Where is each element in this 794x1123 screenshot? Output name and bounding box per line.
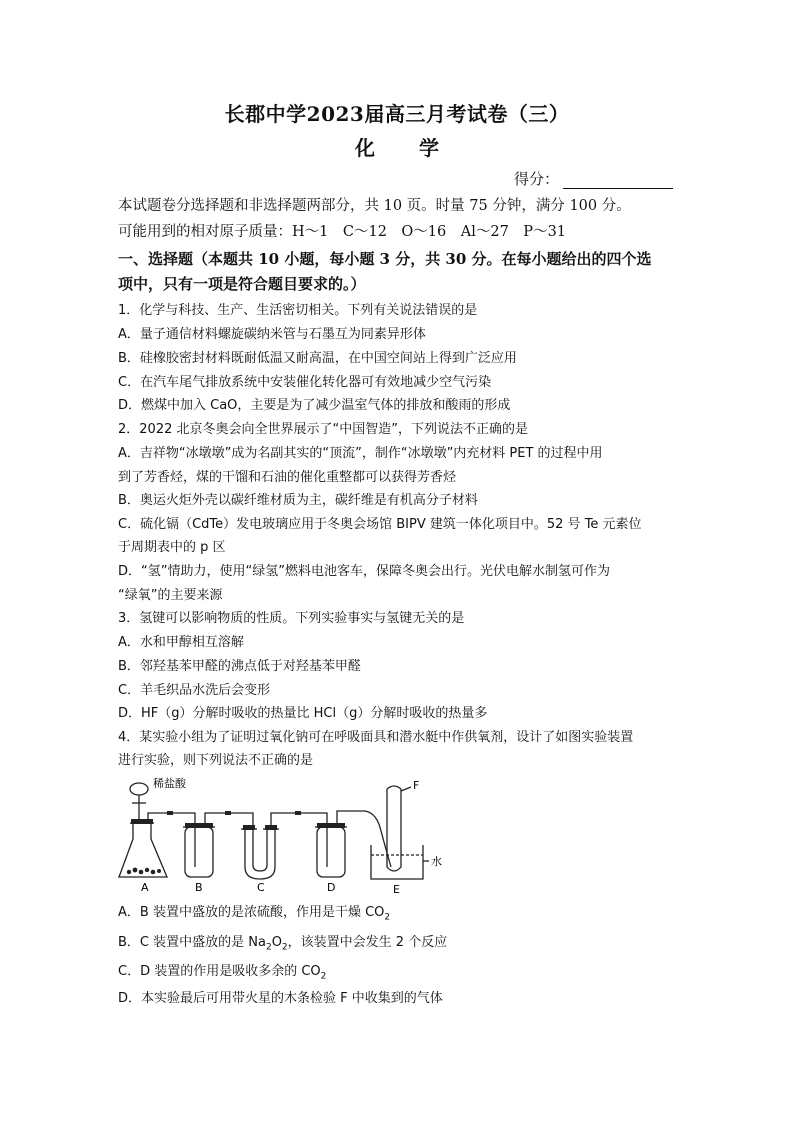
q4-option-a: [118, 904, 390, 927]
q1-option-a: A．量子通信材料螺旋碳纳米管与石墨互为同素异形体: [118, 327, 426, 342]
q3-option-c: C．羊毛织品水洗后会变形: [118, 683, 271, 698]
q1-option-d: D．燃煤中加入 CaO，主要是为了减少温室气体的排放和酸雨的形成: [118, 398, 511, 413]
section-heading-line-1: 一、选择题（本题共 10 小题，每小题 3 分，共 30 分。在每小题给出的四个选: [118, 250, 652, 268]
intro-line-2: 可能用到的相对原子质量：H～1 C～12 O～16 Al～27 P～31: [118, 224, 567, 240]
apparatus-label-c: C: [257, 881, 265, 894]
q4-option-c: [118, 963, 326, 986]
q4-stem-line-2: 进行实验，则下列说法不正确的是: [118, 753, 314, 768]
q4-option-b: [118, 934, 447, 957]
subject-char-1: 化: [355, 136, 375, 160]
score-field: [514, 168, 673, 189]
q4-option-d: D．本实验最后可用带火星的木条检验 F 中收集到的气体: [118, 991, 443, 1006]
q2-option-b: B．奥运火炬外壳以碳纤维材质为主，碳纤维是有机高分子材料: [118, 493, 478, 508]
q3-option-b: B．邻羟基苯甲醛的沸点低于对羟基苯甲醛: [118, 659, 361, 674]
q1-option-b: B．硅橡胶密封材料既耐低温又耐高温，在中国空间站上得到广泛应用: [118, 351, 517, 366]
q4-option-a-sub: 2: [384, 912, 391, 923]
score-label: 得分：: [514, 170, 560, 188]
apparatus-figure: [115, 775, 455, 895]
acid-label: 稀盐酸: [153, 777, 186, 790]
q2-option-a-line-2: 到了芳香烃，煤的干馏和石油的催化重整都可以获得芳香烃: [118, 470, 457, 485]
apparatus-label-d: D: [327, 881, 336, 894]
q4-option-c-text: C．D 装置的作用是吸收多余的 CO: [118, 964, 321, 979]
q2-option-c-line-1: C．硫化镉（CdTe）发电玻璃应用于冬奥会场馆 BIPV 建筑一体化项目中。52 号 Te 元素位: [118, 517, 642, 532]
q3-stem: 3．氢键可以影响物质的性质。下列实验事实与氢键无关的是: [118, 611, 465, 626]
q4-option-b-sub-2: 2: [281, 942, 288, 953]
apparatus-label-e: E: [393, 883, 400, 895]
q4-stem-line-1: 4．某实验小组为了证明过氧化钠可在呼吸面具和潜水艇中作供氧剂，设计了如图实验装置: [118, 730, 634, 745]
q2-option-c-line-2: 于周期表中的 p 区: [118, 540, 226, 555]
exam-title: 长郡中学2023届高三月考试卷（三）: [224, 102, 570, 126]
q2-option-d-line-1: D．“氢”情助力，使用“绿氢”燃料电池客车，保障冬奥会出行。光伏电解水制氢可作为: [118, 564, 610, 579]
apparatus-label-b: B: [195, 881, 203, 894]
subject-title: [0, 132, 794, 161]
subject-char-2: 学: [419, 136, 439, 160]
q4-option-a-text: A．B 装置中盛放的是浓硫酸，作用是干燥 CO: [118, 905, 385, 920]
q1-stem: 1．化学与科技、生产、生活密切相关。下列有关说法错误的是: [118, 303, 478, 318]
q2-stem: 2．2022 北京冬奥会向全世界展示了“中国智造”，下列说法不正确的是: [118, 422, 528, 437]
q2-option-d-line-2: “绿氧”的主要来源: [118, 588, 223, 603]
q4-option-b-sub-1: 2: [265, 942, 272, 953]
q4-option-b-post: ，该装置中会发生 2 个反应: [287, 935, 448, 950]
q4-option-c-sub: 2: [320, 971, 327, 982]
q1-option-c: C．在汽车尾气排放系统中安装催化转化器可有效地减少空气污染: [118, 375, 492, 390]
q4-option-b-text: B．C 装置中盛放的是 Na: [118, 935, 266, 950]
intro-line-1: 本试题卷分选择题和非选择题两部分，共 10 页。时量 75 分钟，满分 100 分。: [118, 198, 631, 214]
q2-option-a-line-1: A．吉祥物“冰墩墩”成为名副其实的“顶流”，制作“冰墩墩”内充材料 PET 的过程中用: [118, 446, 603, 461]
q3-option-d: D．HF（g）分解时吸收的热量比 HCl（g）分解时吸收的热量多: [118, 706, 488, 721]
q4-option-b-mid: O: [271, 935, 282, 950]
apparatus-label-a: A: [141, 881, 149, 894]
score-blank[interactable]: [563, 172, 673, 189]
water-label: 水: [431, 855, 442, 868]
section-heading-line-2: 项中，只有一项是符合题目要求的。）: [118, 275, 366, 293]
tube-label-f: F: [413, 779, 420, 792]
q3-option-a: A．水和甲醇相互溶解: [118, 635, 244, 650]
